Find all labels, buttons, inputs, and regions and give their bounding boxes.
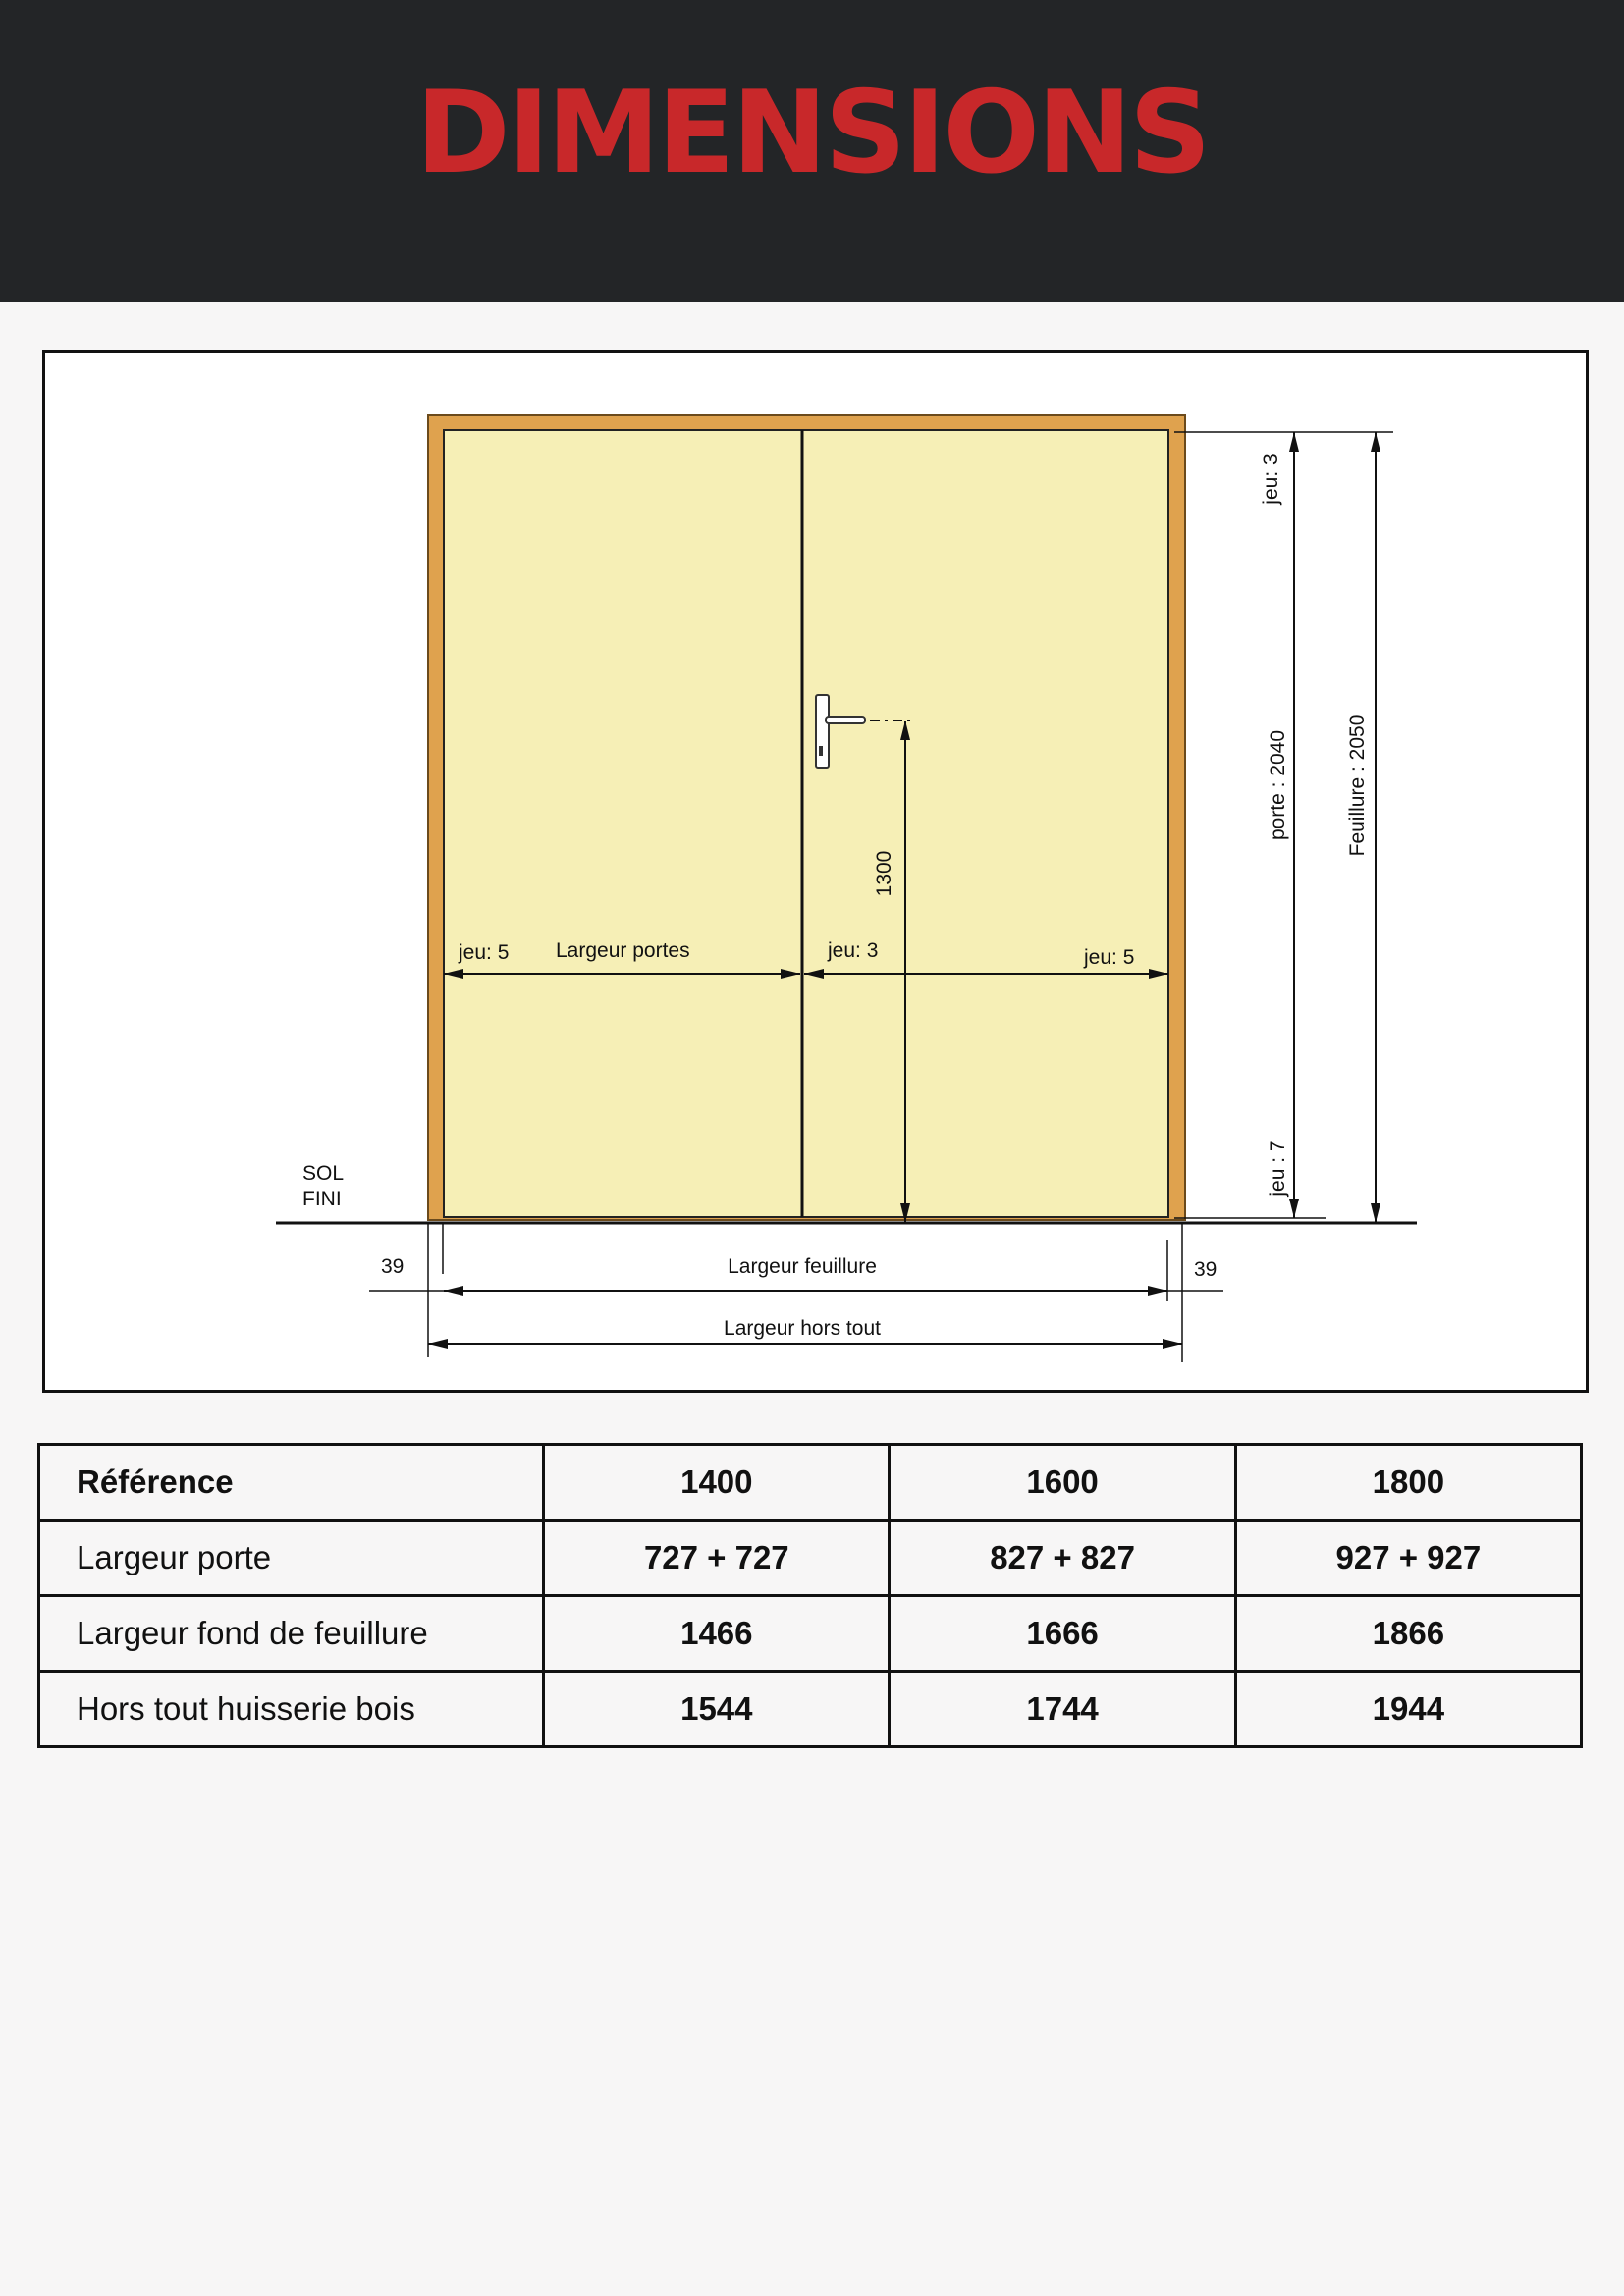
door-diagram-svg (45, 353, 1586, 1390)
fini-label: FINI (302, 1188, 342, 1210)
handle-height-label: 1300 (873, 850, 895, 897)
table-cell: 727 + 727 (544, 1521, 890, 1596)
table-cell: 1600 (890, 1445, 1235, 1521)
table-row-reference (39, 1445, 1582, 1521)
jeu-top-label: jeu: 3 (1260, 454, 1282, 505)
table-cell: 827 + 827 (890, 1521, 1235, 1596)
table-cell: 1666 (890, 1596, 1235, 1672)
table-cell: 927 + 927 (1235, 1521, 1581, 1596)
table-row-largeur-porte (39, 1521, 1582, 1596)
table-cell: 1944 (1235, 1672, 1581, 1747)
row-label: Largeur fond de feuillure (39, 1596, 544, 1672)
left-offset-label: 39 (381, 1255, 405, 1278)
door-panel-left (444, 430, 802, 1217)
table-cell: 1866 (1235, 1596, 1581, 1672)
jeu-center-label: jeu: 3 (828, 939, 879, 962)
largeur-feuillure-label: Largeur feuillure (728, 1255, 877, 1278)
largeur-hors-tout-label: Largeur hors tout (724, 1317, 881, 1340)
sol-label: SOL (302, 1162, 345, 1185)
table-row-largeur-fond-feuillure (39, 1596, 1582, 1672)
porte-height-label: porte : 2040 (1267, 729, 1289, 841)
row-label: Référence (39, 1445, 544, 1521)
feuillure-height-label: Feuillure : 2050 (1346, 714, 1369, 857)
table-cell: 1544 (544, 1672, 890, 1747)
table-cell: 1400 (544, 1445, 890, 1521)
right-offset-label: 39 (1194, 1258, 1218, 1281)
door-dimension-drawing (42, 350, 1589, 1393)
largeur-portes-label: Largeur portes (556, 939, 690, 962)
jeu-bottom-label: jeu : 7 (1267, 1140, 1289, 1197)
header-banner (0, 0, 1624, 302)
jeu-left-label: jeu: 5 (459, 941, 510, 964)
table-row-hors-tout (39, 1672, 1582, 1747)
row-label: Hors tout huisserie bois (39, 1672, 544, 1747)
table-cell: 1744 (890, 1672, 1235, 1747)
door-panel-right (802, 430, 1168, 1217)
dimensions-table (37, 1443, 1583, 1748)
row-label: Largeur porte (39, 1521, 544, 1596)
table-cell: 1466 (544, 1596, 890, 1672)
jeu-right-label: jeu: 5 (1084, 946, 1135, 969)
page-title: DIMENSIONS (415, 67, 1209, 199)
table-cell: 1800 (1235, 1445, 1581, 1521)
